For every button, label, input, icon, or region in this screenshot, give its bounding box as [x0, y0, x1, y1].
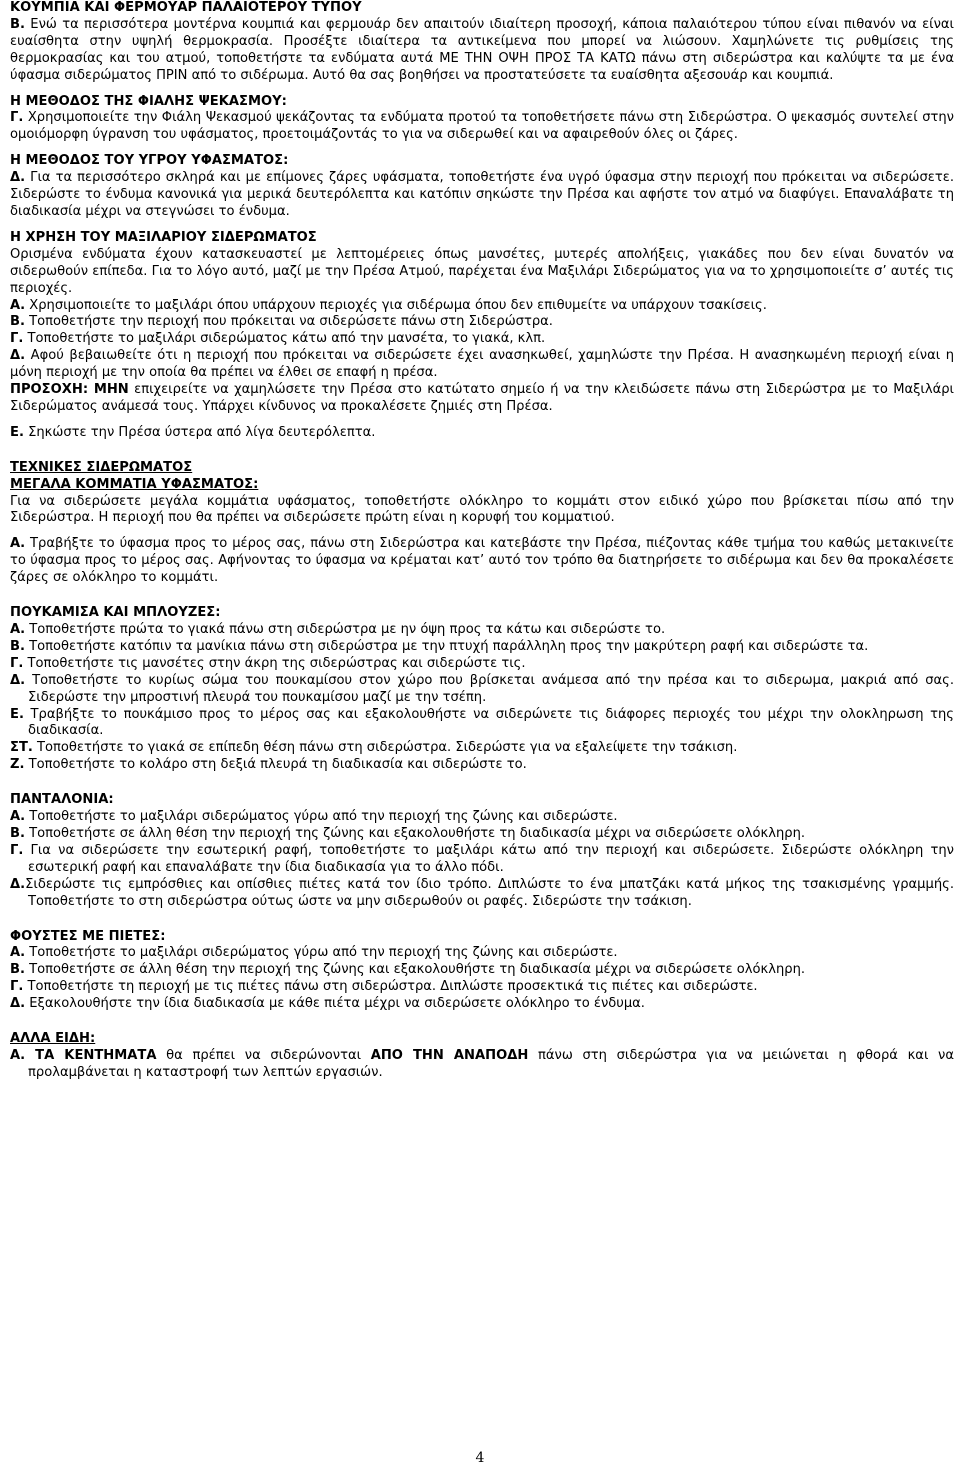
- page-number: 4: [475, 1450, 485, 1466]
- section-heading-other: ΑΛΛΑ ΕΙΔΗ:: [10, 1031, 96, 1047]
- document-page: [10, 0, 954, 1082]
- item-text: Τοποθετήστε τις μανσέτες στην άκρη της σιδερώστρας και σιδερώστε τις.: [23, 655, 526, 671]
- item-text: θα πρέπει να σιδερώνονται: [156, 1047, 371, 1063]
- item-prefix: Δ.: [10, 996, 26, 1012]
- item-text: Τοποθετήστε τη περιοχή με τις πιέτες πάνω στη σιδερώστρα. Διπλώστε προσεκτικά τις πιέτες και σιδερώστε.: [23, 979, 758, 995]
- item-text: Σιδερώστε τις εμπρόσθιες και οπίσθιες πιέτες κατά τον ίδιο τρόπο. Διπλώστε το ένα μπατζάκι κατά μήκος της τσακισμένης γραμμής. Τοποθετήστε το στη σιδερώστρα ούτως ώστε να μην σιδερωθούν οι ραφές. Σιδερώστε την τσάκιση.: [25, 876, 954, 909]
- section-heading-wet-cloth: Η ΜΕΘΟΔΟΣ ΤΟΥ ΥΓΡΟΥ ΥΦΑΣΜΑΤΟΣ:: [10, 153, 289, 169]
- paragraph-caution: [10, 382, 954, 416]
- embroidery-label: ΤΑ ΚΕΝΤΗΜΑΤΑ: [25, 1047, 157, 1063]
- item-prefix: Γ.: [10, 842, 24, 858]
- item-prefix: Β.: [10, 825, 25, 841]
- paragraph-skirts-a: [10, 945, 954, 962]
- item-text: Τοποθετήστε σε άλλη θέση την περιοχή της ζώνης και εξακολουθήστε τη διαδικασία μέχρι να σιδερώσετε ολόκληρη.: [24, 962, 806, 978]
- item-prefix: ΣΤ.: [10, 740, 33, 756]
- item-prefix: Ε.: [10, 706, 24, 722]
- item-text: Αφού βεβαιωθείτε ότι η περιοχή που πρόκειται να σιδερώσετε έχει ανασηκωθεί, χαμηλώστε την Πρέσα. Η ανασηκωμένη περιοχή είναι η μόνη περιοχή με την οποία θα πρέπει να έλθει σε επαφή η πρέσα.: [10, 348, 954, 381]
- paragraph-skirts-b: [10, 962, 954, 979]
- item-prefix: Ε.: [10, 424, 24, 440]
- item-prefix: Β.: [10, 16, 25, 32]
- paragraph-spray-c: [10, 110, 954, 144]
- item-prefix: Δ.: [10, 348, 26, 364]
- item-prefix: Ζ.: [10, 757, 25, 773]
- reverse-side-label: ΑΠΟ ΤΗΝ ΑΝΑΠΟΔΗ: [370, 1047, 529, 1063]
- item-prefix: Δ.: [10, 170, 26, 186]
- item-text: Για να σιδερώσετε την εσωτερική ραφή, τοποθετήστε το μαξιλάρι κάτω από την περιοχή και σιδερώσετε. Σιδερώστε ολόκληρη την εσωτερική ραφή και επαναλάβατε την ίδια διαδικασία για το άλλο πόδι.: [23, 842, 954, 875]
- paragraph-pillow-c: [10, 331, 954, 348]
- paragraph-trousers-d: [10, 877, 954, 911]
- section-heading-large-pieces: ΜΕΓΑΛΑ ΚΟΜΜΑΤΙΑ ΥΦΑΣΜΑΤΟΣ:: [10, 476, 259, 492]
- section-heading-pillow: Η ΧΡΗΣΗ ΤΟΥ ΜΑΞΙΛΑΡΙΟΥ ΣΙΔΕΡΩΜΑΤΟΣ: [10, 229, 317, 245]
- paragraph-large-a: [10, 536, 954, 587]
- item-text: Ενώ τα περισσότερα μοντέρνα κουμπιά και φερμουάρ δεν απαιτούν ιδιαίτερη προσοχή, κάποια παλαιότερου τύπου είναι πιθανόν να είναι ευαίσθητα στην υψηλή θερμοκρασία. Προσέξτε ιδιαίτερα τα αντικείμενα που μπορεί να λιώσουν. Χαμηλώνετε τις ρυθμίσεις της θερμοκρασίας και του ατμού, τοποθετήστε τα ενδύματα αυτά ΜΕ ΤΗΝ ΟΨΗ ΠΡΟΣ ΤΑ ΚΑΤΩ πάνω στη σιδερώστρα και καλύψτε τα με ένα ύφασμα σιδερώματος ΠΡΙΝ από το σιδέρωμα. Αυτό θα σας βοηθήσει να προστατεύσετε τα ευαίσθητα αξεσουάρ και κουμπιά.: [10, 16, 954, 83]
- item-prefix: Α.: [10, 809, 26, 825]
- item-text: Σηκώστε την Πρέσα ύστερα από λίγα δευτερόλεπτα.: [23, 424, 376, 440]
- paragraph-pillow-b: [10, 314, 954, 331]
- item-text: πάνω στη σιδερώστρα για να μειώνεται η φθορά και να προλαμβάνεται η καταστροφή των λεπτών εργασιών.: [28, 1047, 954, 1080]
- item-text: Τοποθετήστε σε άλλη θέση την περιοχή της ζώνης και εξακολουθήστε τη διαδικασία μέχρι να σιδερώσετε ολόκληρη.: [24, 825, 806, 841]
- item-text: Τραβήξτε το ύφασμα προς το μέρος σας, πάνω στη Σιδερώστρα και κατεβάστε την Πρέσα, πιέζοντας κάθε τμήμα του καθώς μετακινείτε το ύφασμα προς το μέρος σας. Αφήνοντας το ύφασμα να κρέμαται κατ’ αυτό τον τρόπο θα διατηρήσετε το σιδέρωμα και δεν θα προκαλέσετε ζάρες σε ολόκληρο το κομμάτι.: [10, 536, 954, 586]
- paragraph-other-a: [10, 1048, 954, 1082]
- paragraph-shirts-d: [10, 673, 954, 707]
- paragraph-shirts-b: [10, 639, 954, 656]
- paragraph-pillow-e: [10, 425, 954, 442]
- paragraph-shirts-c: [10, 656, 954, 673]
- paragraph-shirts-g: [10, 757, 954, 774]
- item-prefix: Γ.: [10, 331, 24, 347]
- paragraph-shirts-a: [10, 622, 954, 639]
- section-heading-techniques: ΤΕΧΝΙΚΕΣ ΣΙΔΕΡΩΜΑΤΟΣ: [10, 459, 193, 475]
- paragraph-pillow-d: [10, 348, 954, 382]
- item-text: Εξακολουθήστε την ίδια διαδικασία με κάθε πιέτα μέχρι να σιδερώσετε ολόκληρο το ένδυμα.: [25, 996, 645, 1012]
- paragraph-pillow-intro: Ορισμένα ενδύματα έχουν κατασκευαστεί με λεπτομέρειες όπως μανσέτες, μυτερές απολήξεις, γιακάδες που δεν είναι δυνατόν να σιδερωθούν επίπεδα. Για το λόγο αυτό, μαζί με την Πρέσα Ατμού, παρέχεται ένα Μαξιλάρι Σιδερώματος για να το χρησιμοποιείτε σ’ αυτές τις περιοχές.: [10, 246, 954, 296]
- item-prefix: Δ.: [10, 672, 26, 688]
- item-prefix: Α.: [10, 945, 26, 961]
- item-text: Τοποθετήστε το γιακά σε επίπεδη θέση πάνω στη σιδερώστρα. Σιδερώστε για να εξαλείψετε την τσάκιση.: [32, 740, 738, 756]
- item-text: Τοποθετήστε πρώτα το γιακά πάνω στη σιδερώστρα με ην όψη προς τα κάτω και σιδερώστε το.: [25, 622, 666, 637]
- item-text: Για τα περισσότερο σκληρά και με επίμονες ζάρες υφάσματα, τοποθετήστε ένα υγρό ύφασμα στην περιοχή που πρόκειται να σιδερώσετε. Σιδερώστε το ένδυμα κανονικά για μερικά δευτερόλεπτα και κατόπιν σηκώστε την Πρέσα και αφήστε τον ατμό να διαφύγει. Επαναλάβατε τη διαδικασία μέχρι να στεγνώσει το ένδυμα.: [10, 170, 954, 219]
- item-prefix: Γ.: [10, 979, 24, 995]
- paragraph-shirts-f: [10, 740, 954, 757]
- item-prefix: Α.: [10, 536, 26, 552]
- item-prefix: Β.: [10, 638, 25, 654]
- section-heading-trousers: ΠΑΝΤΑΛΟΝΙΑ:: [10, 792, 114, 808]
- item-prefix: Β.: [10, 962, 25, 978]
- paragraph-zips-b: [10, 17, 954, 85]
- item-text: Τοποθετήστε το κυρίως σώμα του πουκαμίσου στον χώρο που βρίσκεται ανάμεσα από την πρέσα και το σιδερωμα, μακριά από σας. Σιδερώστε την μπροστινή πλευρά του πουκαμίσου μαζί με την τσέπη.: [25, 672, 954, 705]
- caution-label: ΠΡΟΣΟΧΗ: ΜΗΝ: [10, 382, 129, 398]
- item-text: Χρησιμοποιείτε την Φιάλη Ψεκασμού ψεκάζοντας τα ενδύματα προτού τα τοποθετήσετε πάνω στη Σιδερώστρα. Ο ψεκασμός συντελεί στην ομοιόμορφη ύγρανση του υφάσματος, προετοιμάζοντάς το για να σιδερωθεί και να αφαιρεθούν όλες οι ζάρες.: [10, 110, 954, 143]
- paragraph-skirts-d: [10, 996, 954, 1013]
- item-text: Τοποθετήστε το κολάρο στη δεξιά πλευρά τη διαδικασία και σιδερώστε το.: [24, 757, 527, 773]
- item-prefix: Γ.: [10, 110, 24, 126]
- item-text: Τοποθετήστε το μαξιλάρι σιδερώματος κάτω από την μανσέτα, το γιακά, κλπ.: [23, 331, 546, 347]
- item-text: Τραβήξτε το πουκάμισο προς το μέρος σας και εξακολουθήστε να σιδερώνετε τις διάφορες περιοχές του μέχρι την ολοκληρωση της διαδικασία.: [23, 706, 954, 739]
- caution-text: επιχειρείτε να χαμηλώσετε την Πρέσα στο κατώτατο σημείο ή να την κλειδώσετε πάνω στη Σιδερώστρα με το Μαξιλάρι Σιδερώματος ανάμεσά τους. Υπάρχει κίνδυνος να προκαλέσετε ζημιές στη Πρέσα.: [10, 382, 954, 414]
- section-heading-skirts: ΦΟΥΣΤΕΣ ΜΕ ΠΙΕΤΕΣ:: [10, 928, 166, 944]
- item-prefix: Α.: [10, 1047, 26, 1063]
- item-prefix: Γ.: [10, 655, 24, 671]
- paragraph-skirts-c: [10, 979, 954, 996]
- paragraph-pillow-a: [10, 298, 954, 315]
- item-text: Τοποθετήστε το μαξιλάρι σιδερώματος γύρω από την περιοχή της ζώνης και σιδερώστε.: [25, 945, 618, 961]
- paragraph-trousers-c: [10, 843, 954, 877]
- section-heading-spray: Η ΜΕΘΟΔΟΣ ΤΗΣ ΦΙΑΛΗΣ ΨΕΚΑΣΜΟΥ:: [10, 93, 287, 109]
- item-text: Τοποθετήστε κατόπιν τα μανίκια πάνω στη σιδερώστρα με την πτυχή παράλληλη προς την μακρύτερη ραφή και σιδερώστε τα.: [24, 638, 869, 654]
- paragraph-wet-d: [10, 170, 954, 221]
- paragraph-large-intro: Για να σιδερώσετε μεγάλα κομμάτια υφάσματος, τοποθετήστε ολόκληρο το κομμάτι στον ειδικό χώρο που βρίσκεται πίσω από την Σιδερώστρα. Η περιοχή που θα πρέπει να σιδερώσετε πρώτη είναι η κορυφή του κομματιού.: [10, 493, 954, 526]
- section-heading-shirts: ΠΟΥΚΑΜΙΣΑ ΚΑΙ ΜΠΛΟΥΖΕΣ:: [10, 605, 221, 621]
- item-prefix: Α.: [10, 297, 26, 313]
- item-text: Τοποθετήστε το μαξιλάρι σιδερώματος γύρω από την περιοχή της ζώνης και σιδερώστε.: [25, 809, 618, 825]
- item-text: Τοποθετήστε την περιοχή που πρόκειται να σιδερώσετε πάνω στη Σιδερώστρα.: [24, 314, 553, 330]
- paragraph-shirts-e: [10, 707, 954, 741]
- item-prefix: Δ.: [10, 876, 26, 892]
- item-prefix: Β.: [10, 314, 25, 330]
- item-text: Χρησιμοποιείτε το μαξιλάρι όπου υπάρχουν περιοχές για σιδέρωμα όπου δεν επιθυμείτε να υπάρχουν τσακίσεις.: [25, 297, 767, 313]
- paragraph-trousers-a: [10, 809, 954, 826]
- paragraph-trousers-b: [10, 826, 954, 843]
- item-prefix: Α.: [10, 622, 26, 637]
- section-heading-zips: ΚΟΥΜΠΙΑ ΚΑΙ ΦΕΡΜΟΥΑΡ ΠΑΛΑΙΟΤΕΡΟΥ ΤΥΠΟΥ: [10, 0, 362, 15]
